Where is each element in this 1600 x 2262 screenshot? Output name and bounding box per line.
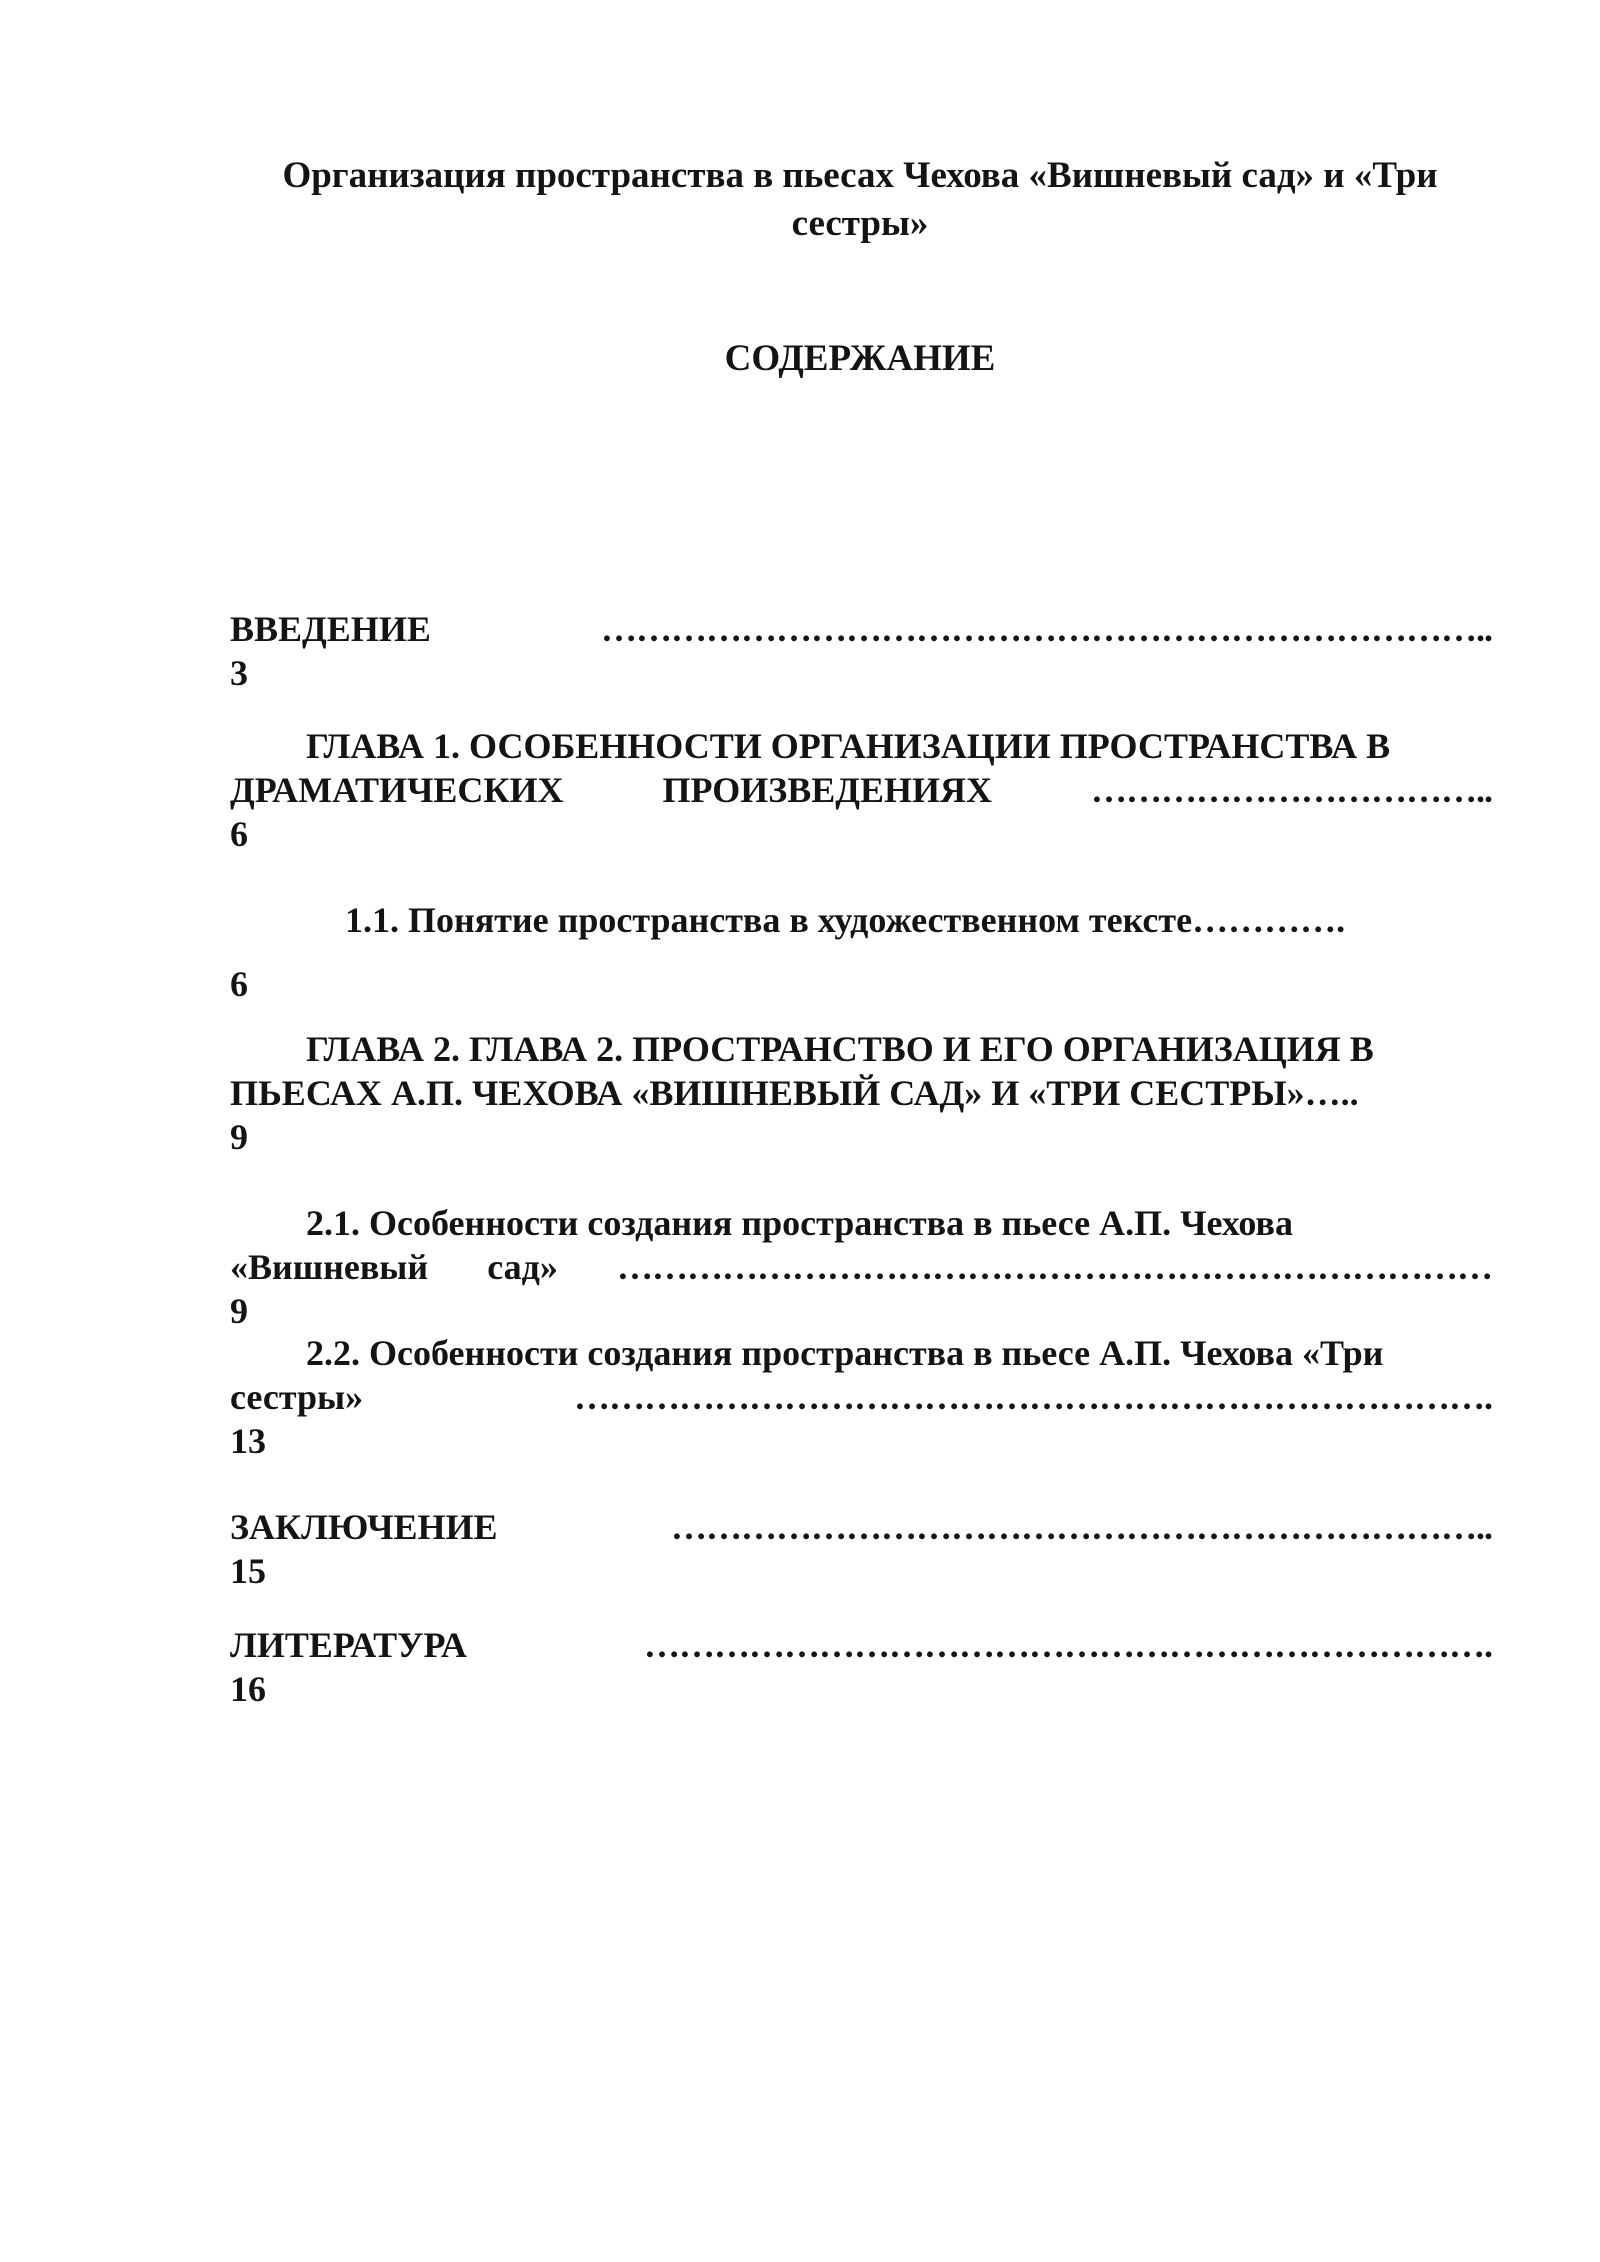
toc-page-number: 3 — [230, 653, 248, 693]
toc-entry-literature[interactable] — [230, 1623, 1492, 1711]
toc-dot-leader: ………………………………………………………………. — [644, 1625, 1492, 1665]
toc-page-number: 9 — [230, 1117, 248, 1157]
toc-entry-label-continued: ПРОИЗВЕДЕНИЯХ — [662, 770, 993, 810]
toc-entry-label: ВВЕДЕНИЕ — [230, 609, 431, 649]
toc-page-number: 6 — [230, 964, 248, 1004]
document-title-line-2: сестры» — [791, 203, 929, 244]
toc-page-number: 15 — [230, 1551, 266, 1591]
toc-dot-leader: …………………………………………………………….. — [671, 1507, 1492, 1547]
toc-entry-section-1-1[interactable] — [230, 898, 1492, 1006]
toc-entry-label: ЛИТЕРАТУРА — [230, 1625, 467, 1665]
toc-dot-leader: ……………………………………………………………………. — [574, 1377, 1492, 1417]
toc-entry-label-continued: сад» — [487, 1247, 558, 1287]
toc-entry-label: ГЛАВА 2. ГЛАВА 2. ПРОСТРАНСТВО И ЕГО ОРГАНИЗАЦИЯ В — [306, 1029, 1374, 1069]
toc-dot-leader: …………………………….. — [1090, 770, 1492, 810]
toc-entry-label: ЗАКЛЮЧЕНИЕ — [230, 1507, 498, 1547]
toc-entry-label-continued: ДРАМАТИЧЕСКИХ — [230, 770, 564, 810]
toc-entry-chapter-1[interactable] — [230, 724, 1492, 856]
toc-dot-leader: ………………………………………………………………… — [617, 1247, 1492, 1287]
toc-entry-introduction[interactable] — [230, 607, 1492, 695]
document-title — [230, 152, 1490, 248]
toc-entry-label-continued: «Вишневый — [230, 1247, 429, 1287]
toc-entry-label: 1.1. Понятие пространства в художественном тексте…………. — [345, 900, 1346, 940]
toc-page-number: 6 — [230, 814, 248, 854]
toc-entry-section-2-2[interactable] — [230, 1331, 1492, 1463]
toc-entry-label-continued: ПЬЕСАХ А.П. ЧЕХОВА «ВИШНЕВЫЙ САД» И «ТРИ СЕСТРЫ»….. — [230, 1073, 1359, 1113]
toc-entry-conclusion[interactable] — [230, 1505, 1492, 1593]
toc-page-number: 9 — [230, 1291, 248, 1331]
toc-entry-label: 2.1. Особенности создания пространства в пьесе А.П. Чехова — [306, 1203, 1293, 1243]
toc-entry-label: ГЛАВА 1. ОСОБЕННОСТИ ОРГАНИЗАЦИИ ПРОСТРАНСТВА В — [306, 726, 1391, 766]
toc-page-number: 13 — [230, 1421, 266, 1461]
toc-entry-section-2-1[interactable] — [230, 1201, 1492, 1333]
toc-page-number: 16 — [230, 1669, 266, 1709]
toc-entry-label: 2.2. Особенности создания пространства в пьесе А.П. Чехова «Три — [306, 1333, 1384, 1373]
document-title-line-1: Организация пространства в пьесах Чехова «Вишневый сад» и «Три — [282, 155, 1438, 196]
toc-entry-chapter-2[interactable] — [230, 1027, 1492, 1159]
toc-dot-leader: ………………………………………………………………….. — [601, 609, 1492, 649]
toc-entry-label-continued: сестры» — [230, 1377, 364, 1417]
contents-heading: СОДЕРЖАНИЕ — [724, 338, 996, 379]
